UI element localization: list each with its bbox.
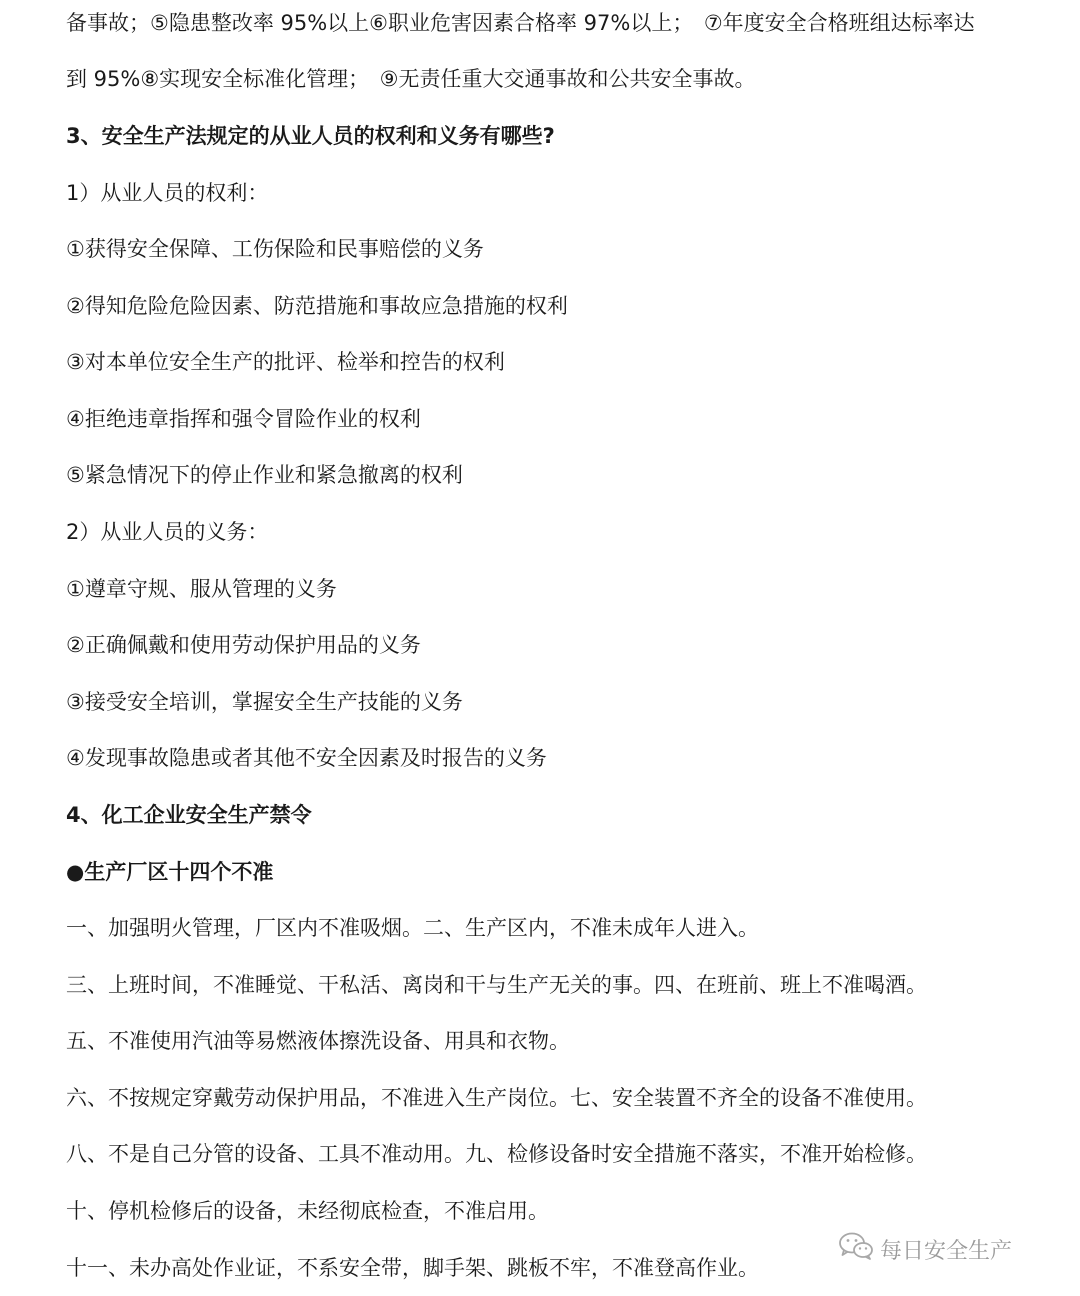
duties-item-1: ①遵章守规、服从管理的义务 <box>66 577 337 601</box>
text-line-safety-targets-cont: 备事故；⑤隐患整改率 95%以上⑥职业危害因素合格率 97%以上； ⑦年度安全合格班组达标率达 <box>66 11 975 35</box>
text-line-safety-targets-end: 到 95%⑧实现安全标准化管理； ⑨无责任重大交通事故和公共安全事故。 <box>66 67 756 91</box>
duties-item-2: ②正确佩戴和使用劳动保护用品的义务 <box>66 633 421 657</box>
rights-item-1: ①获得安全保障、工伤保险和民事赔偿的义务 <box>66 237 484 261</box>
watermark <box>838 1232 1012 1266</box>
rights-item-5: ⑤紧急情况下的停止作业和紧急撤离的权利 <box>66 463 463 487</box>
duties-item-3: ③接受安全培训，掌握安全生产技能的义务 <box>66 690 463 714</box>
rule-line-6: 十、停机检修后的设备，未经彻底检查，不准启用。 <box>66 1199 549 1223</box>
rule-line-5: 八、不是自己分管的设备、工具不准动用。九、检修设备时安全措施不落实，不准开始检修。 <box>66 1142 927 1166</box>
rule-line-1: 一、加强明火管理，厂区内不准吸烟。二、生产区内，不准未成年人进入。 <box>66 916 759 940</box>
rights-item-3: ③对本单位安全生产的批评、检举和控告的权利 <box>66 350 505 374</box>
rule-line-3: 五、不准使用汽油等易燃液体擦洗设备、用具和衣物。 <box>66 1029 570 1053</box>
subheading-duties: 2）从业人员的义务： <box>66 520 269 544</box>
bullet-heading-fourteen-rules: ●生产厂区十四个不准 <box>66 860 274 884</box>
section-heading-3: 3、安全生产法规定的从业人员的权利和义务有哪些? <box>66 124 555 148</box>
rule-line-7: 十一、未办高处作业证，不系安全带，脚手架、跳板不牢，不准登高作业。 <box>66 1256 759 1280</box>
subheading-rights: 1）从业人员的权利： <box>66 181 269 205</box>
rule-line-4: 六、不按规定穿戴劳动保护用品，不准进入生产岗位。七、安全装置不齐全的设备不准使用。 <box>66 1086 927 1110</box>
section-heading-4: 4、化工企业安全生产禁令 <box>66 803 312 827</box>
rule-line-2: 三、上班时间，不准睡觉、干私活、离岗和干与生产无关的事。四、在班前、班上不准喝酒。 <box>66 973 927 997</box>
duties-item-4: ④发现事故隐患或者其他不安全因素及时报告的义务 <box>66 746 547 770</box>
watermark-text: 每日安全生产 <box>880 1238 1013 1264</box>
wechat-icon <box>838 1231 880 1267</box>
rights-item-2: ②得知危险危险因素、防范措施和事故应急措施的权利 <box>66 294 568 318</box>
rights-item-4: ④拒绝违章指挥和强令冒险作业的权利 <box>66 407 421 431</box>
